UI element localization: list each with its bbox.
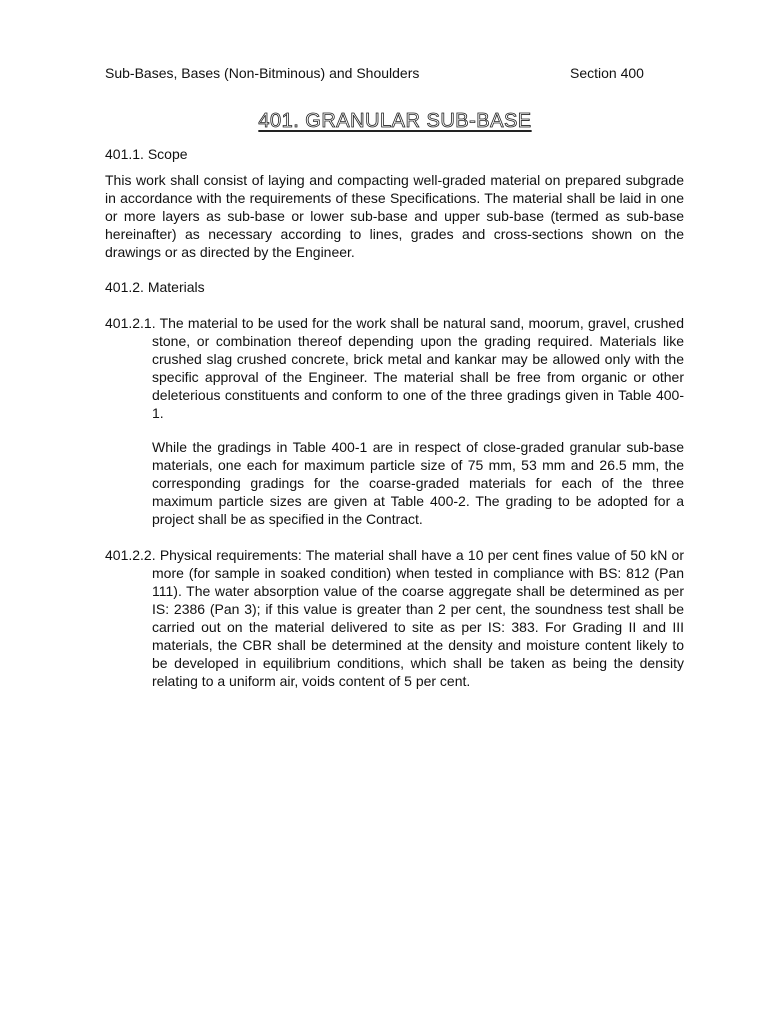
materials-heading: 401.2. Materials xyxy=(105,279,205,295)
page-title: 401. GRANULAR SUB-BASE xyxy=(258,110,532,132)
scope-paragraph: This work shall consist of laying and compacting well-graded material on prepared subgrade in accordance with the requirements of these Specifications. The material shall be laid in one or more layers as sub-base or lower sub-base and upper sub-base (termed as sub-base hereinafter) as necessary according to lines, grades and cross-sections shown on the drawings or as directed by the Engineer. xyxy=(105,172,684,260)
clause-401-2-1-paragraph-2: While the gradings in Table 400-1 are in respect of close-graded granular sub-base materials, one each for maximum particle size of 75 mm, 53 mm and 26.5 mm, the corresponding gradings for the coarse-graded materials for each of the three maximum particle sizes are given at Table 400-2. The grading to be adopted for a project shall be as specified in the Contract. xyxy=(152,439,684,527)
clause-401-2-1: 401.2.1. The material to be used for the work shall be natural sand, moorum, gravel, crushed stone, or combination thereof depending upon the grading required. Materials like crushed slag crushed concrete, brick metal and kankar may be allowed only with the specific approval of the Engineer. The material shall be free from organic or other deleterious constituents and conform to one of the three gradings given in Table 400-1. xyxy=(105,315,684,421)
header-section-number: Section 400 xyxy=(570,65,644,81)
clause-401-2-2: 401.2.2. Physical requirements: The material shall have a 10 per cent fines value of 50 kN or more (for sample in soaked condition) when tested in compliance with BS: 812 (Pan 111). The water absorption value of the coarse aggregate shall be determined as per IS: 2386 (Pan 3); if this value is greater than 2 per cent, the soundness test shall be carried out on the material delivered to site as per IS: 383. For Grading II and III materials, the CBR shall be determined at the density and moisture content likely to be developed in equilibrium conditions, which shall be taken as being the density relating to a uniform air, voids content of 5 per cent. xyxy=(105,547,684,689)
header-chapter-title: Sub-Bases, Bases (Non-Bitminous) and Shoulders xyxy=(105,65,420,81)
scope-heading: 401.1. Scope xyxy=(105,146,188,162)
